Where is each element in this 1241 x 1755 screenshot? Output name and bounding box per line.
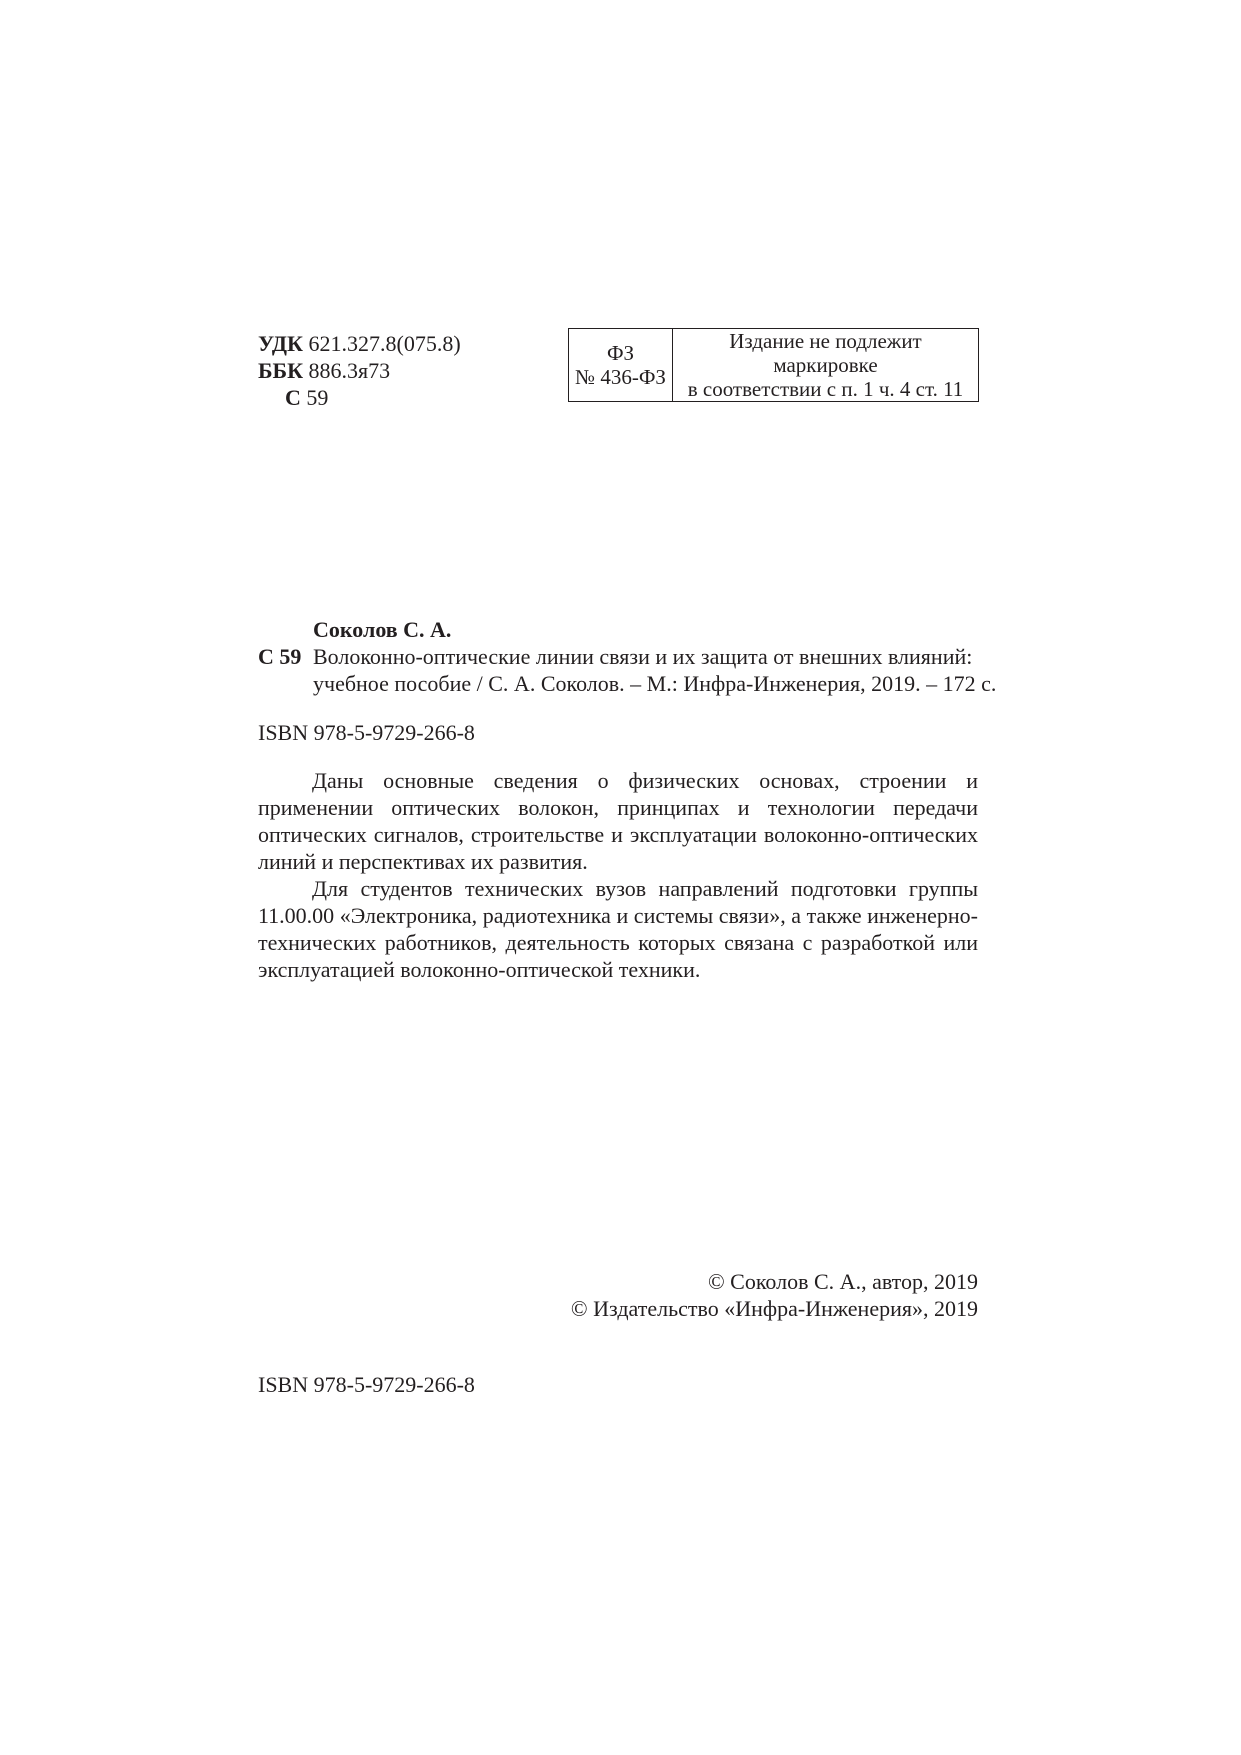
- author-name: Соколов С. А.: [313, 617, 452, 642]
- publication-line: учебное пособие / С. А. Соколов. – М.: Инфра-Инженерия, 2019. – 172 с.: [313, 671, 997, 696]
- author-code-line: С 59: [285, 385, 329, 410]
- annotation-paragraph-2: Для студентов технических вузов направлений подготовки группы 11.00.00 «Электроника, радиотехника и системы связи», а также инженерно-технических работников, деятельность которых связана с разработкой или эксплуатацией волоконно-оптической техники.: [258, 876, 978, 982]
- author-mark: С 59: [258, 644, 302, 669]
- title-line: Волоконно-оптические линии связи и их защита от внешних влияний:: [313, 644, 973, 669]
- isbn-bottom: ISBN 978-5-9729-266-8: [258, 1372, 475, 1397]
- copyright-block: [571, 1268, 978, 1322]
- annotation-paragraph-1: Даны основные сведения о физических основах, строении и применении оптических волокон, принципах и технологии передачи оптических сигналов, строительстве и эксплуатации волоконно-оптических линий и перспективах их развития.: [258, 768, 978, 874]
- marking-note-cell: Издание не подлежит маркировке в соответствии с п. 1 ч. 4 ст. 11: [673, 329, 979, 402]
- isbn-top: ISBN 978-5-9729-266-8: [258, 720, 475, 745]
- copyright-author: © Соколов С. А., автор, 2019: [707, 1269, 978, 1294]
- classification-codes: [258, 330, 461, 411]
- marking-box: [568, 328, 979, 402]
- copyright-publisher: © Издательство «Инфра-Инженерия», 2019: [570, 1296, 978, 1321]
- bbk-line: ББК 886.3я73: [258, 358, 391, 383]
- law-reference-cell: ФЗ № 436-ФЗ: [569, 329, 673, 402]
- udk-line: УДК 621.327.8(075.8): [258, 331, 461, 356]
- bibliographic-record: [258, 643, 996, 697]
- annotation: [258, 767, 978, 983]
